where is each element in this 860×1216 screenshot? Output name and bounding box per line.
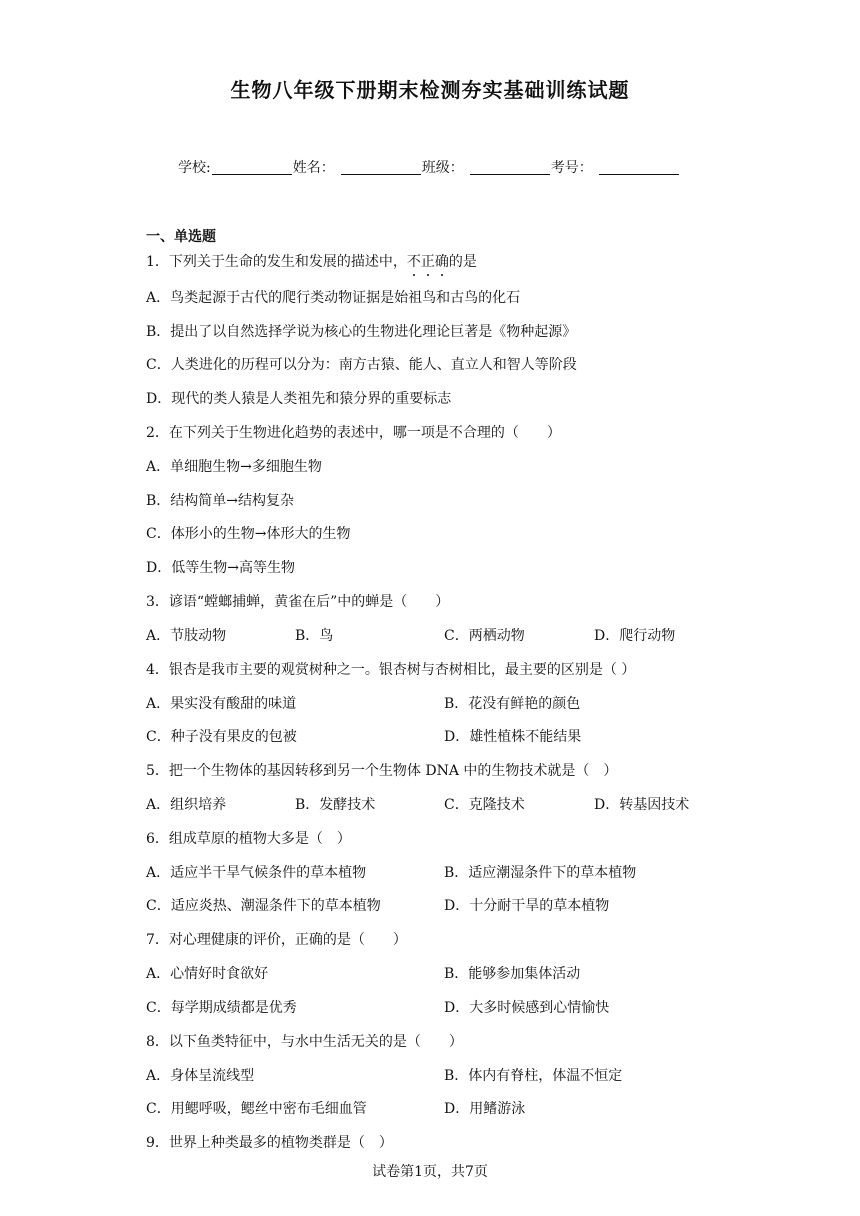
- class-blank[interactable]: [470, 160, 550, 175]
- option-b[interactable]: B．适应潮湿条件下的草本植物: [444, 865, 637, 881]
- emphasis-char: 正: [421, 251, 435, 271]
- option-a[interactable]: A．鸟类起源于古代的爬行类动物证据是始祖鸟和古鸟的化石: [146, 290, 521, 306]
- option-d[interactable]: D．转基因技术: [594, 797, 690, 813]
- page-footer: 试卷第1页，共7页: [372, 1164, 488, 1180]
- option-c[interactable]: C．适应炎热、潮湿条件下的草本植物: [146, 898, 381, 914]
- emphasis-char: 确: [435, 251, 449, 271]
- option-b[interactable]: B．提出了以自然选择学说为核心的生物进化理论巨著是《物种起源》: [146, 324, 577, 340]
- exam-number-blank[interactable]: [599, 160, 679, 175]
- option-b[interactable]: B．能够参加集体活动: [444, 966, 581, 982]
- option-d[interactable]: D．低等生物→高等生物: [146, 560, 295, 576]
- option-d[interactable]: D．大多时候感到心情愉快: [444, 1000, 610, 1016]
- question-stem: 7．对心理健康的评价，正确的是（ ）: [146, 932, 407, 948]
- option-b[interactable]: B．鸟: [295, 628, 334, 644]
- option-c[interactable]: C．两栖动物: [444, 628, 525, 644]
- question-stem: 9．世界上种类最多的植物类群是（ ）: [146, 1135, 393, 1151]
- page-title: 生物八年级下册期末检测夯实基础训练试题: [230, 78, 630, 102]
- question-stem: 5．把一个生物体的基因转移到另一个生物体 DNA 中的生物技术就是（ ）: [146, 763, 618, 779]
- exam-number-label: 考号：: [550, 160, 593, 176]
- option-a[interactable]: A．身体呈流线型: [146, 1068, 255, 1084]
- name-label: 姓名：: [292, 160, 335, 176]
- question-stem-text: 1．下列关于生命的发生和发展的描述中，: [146, 254, 407, 270]
- question-stem: 6．组成草原的植物大多是（ ）: [146, 831, 351, 847]
- question-stem-text: 的是: [448, 254, 477, 270]
- option-a[interactable]: A．组织培养: [146, 797, 227, 813]
- question-stem: 2．在下列关于生物进化趋势的表述中，哪一项是不合理的（ ）: [146, 425, 561, 441]
- option-d[interactable]: D．用鳍游泳: [444, 1101, 526, 1117]
- question-stem: [146, 251, 477, 271]
- option-b[interactable]: B．花没有鲜艳的颜色: [444, 696, 581, 712]
- option-a[interactable]: A．节肢动物: [146, 628, 227, 644]
- name-blank[interactable]: [341, 160, 421, 175]
- option-c[interactable]: C．每学期成绩都是优秀: [146, 1000, 297, 1016]
- school-label: 学校:: [178, 160, 211, 176]
- student-info-line: [178, 157, 680, 177]
- option-d[interactable]: D．十分耐干旱的草本植物: [444, 898, 610, 914]
- option-a[interactable]: A．适应半干旱气候条件的草本植物: [146, 865, 367, 881]
- option-b[interactable]: B．结构简单→结构复杂: [146, 493, 295, 509]
- option-c[interactable]: C．人类进化的历程可以分为：南方古猿、能人、直立人和智人等阶段: [146, 357, 577, 373]
- option-c[interactable]: C．克隆技术: [444, 797, 525, 813]
- option-d[interactable]: D．现代的类人猿是人类祖先和猿分界的重要标志: [146, 391, 452, 407]
- class-label: 班级：: [421, 160, 464, 176]
- option-a[interactable]: A．果实没有酸甜的味道: [146, 696, 297, 712]
- question-stem: 8．以下鱼类特征中，与水中生活无关的是（ ）: [146, 1034, 463, 1050]
- option-b[interactable]: B．体内有脊柱，体温不恒定: [444, 1068, 623, 1084]
- option-a[interactable]: A．心情好时食欲好: [146, 966, 269, 982]
- option-b[interactable]: B．发酵技术: [295, 797, 376, 813]
- section-title: 一、单选题: [146, 229, 216, 245]
- question-stem: 3．谚语“螳螂捕蝉，黄雀在后”中的蝉是（ ）: [146, 594, 450, 610]
- question-stem: 4．银杏是我市主要的观赏树种之一。银杏树与杏树相比，最主要的区别是（ ）: [146, 662, 636, 678]
- option-c[interactable]: C．体形小的生物→体形大的生物: [146, 526, 351, 542]
- emphasis-char: 不: [407, 251, 421, 271]
- school-blank[interactable]: [212, 160, 292, 175]
- option-a[interactable]: A．单细胞生物→多细胞生物: [146, 459, 322, 475]
- option-d[interactable]: D．爬行动物: [594, 628, 676, 644]
- option-c[interactable]: C．种子没有果皮的包被: [146, 729, 297, 745]
- option-d[interactable]: D．雄性植株不能结果: [444, 729, 582, 745]
- option-c[interactable]: C．用鳃呼吸，鳃丝中密布毛细血管: [146, 1101, 367, 1117]
